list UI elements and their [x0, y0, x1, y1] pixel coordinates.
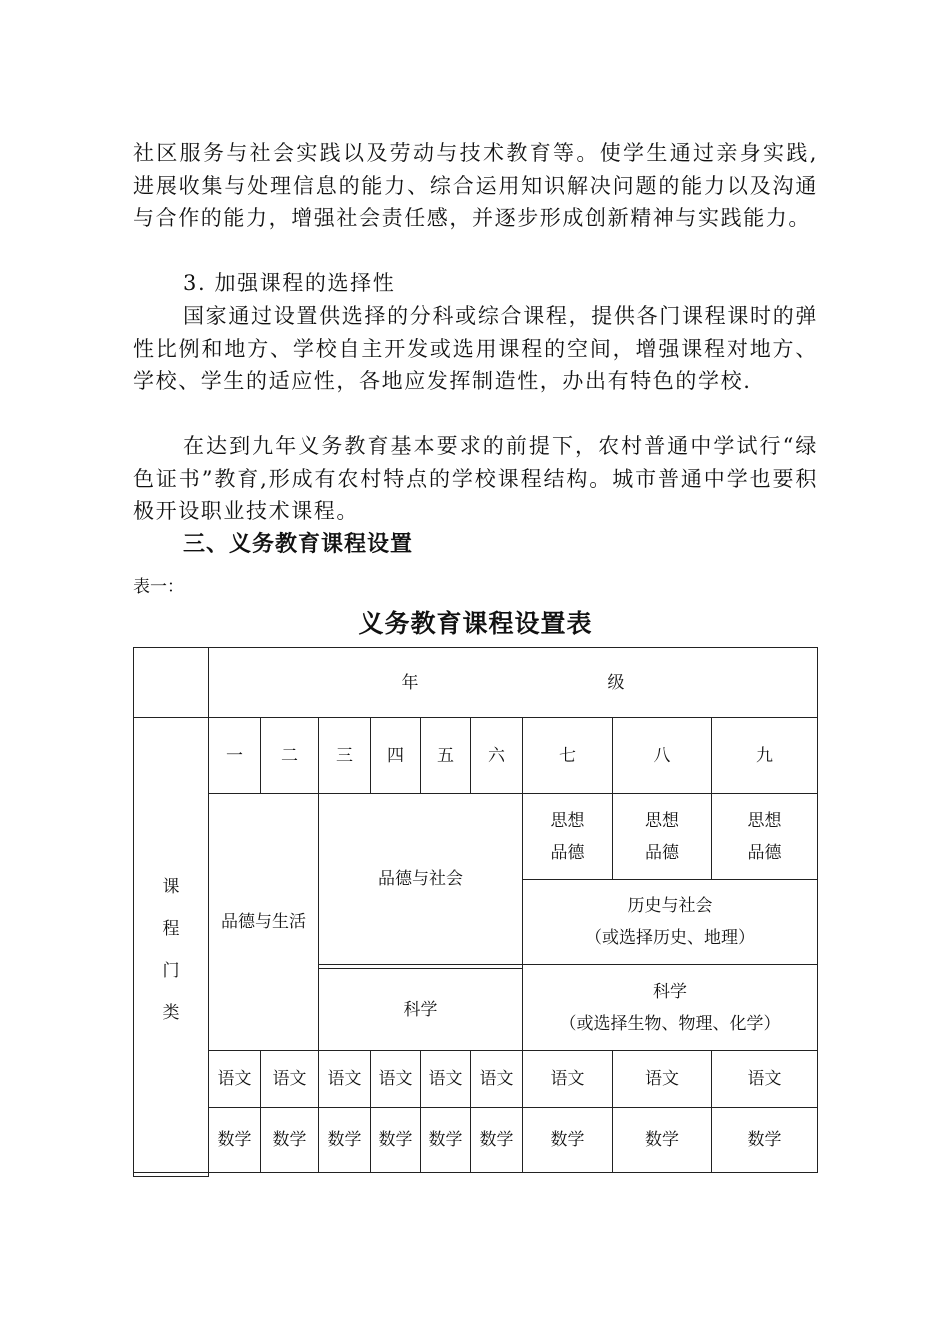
- cell-math-6: 数学: [479, 1130, 514, 1150]
- cell-text: （或选择历史、地理）: [585, 928, 755, 948]
- cell-science-primary: 科学: [403, 999, 438, 1020]
- cell-text: 思想: [747, 810, 782, 831]
- paragraph-selectivity: 国家通过设置供选择的分科或综合课程，提供各门课程课时的弹性比例和地方、学校自主开发或选用课程的空间，增强课程对地方、学校、学生的适应性，各地应发挥制造性，办出有特色的学校.: [133, 304, 818, 393]
- header-nian: 年: [401, 673, 419, 693]
- table-border-bottom: [208, 1172, 818, 1173]
- row-header-char: 类: [162, 1003, 180, 1023]
- section-heading: 三、义务教育课程设置: [183, 532, 414, 557]
- paragraph-practice: 社区服务与社会实践以及劳动与技术教育等。使学生通过亲身实践,进展收集与处理信息的能力、综合运用知识解决问题的能力以及沟通与合作的能力，增强社会责任感，并逐步形成创新精神与实践能力。: [133, 141, 818, 230]
- table-rule: [133, 1172, 208, 1173]
- cell-math-3: 数学: [327, 1130, 362, 1150]
- grade-2: 二: [281, 745, 298, 766]
- cell-history-and-society: [523, 880, 817, 964]
- row-header-char: 课: [162, 877, 180, 897]
- row-header-char: 门: [162, 961, 180, 981]
- cell-math-1: 数学: [217, 1130, 252, 1150]
- row-header-char: 程: [162, 919, 180, 939]
- table-border-top: [133, 647, 818, 648]
- grade-1: 一: [226, 745, 243, 766]
- cell-math-4: 数学: [378, 1130, 413, 1150]
- grade-4: 四: [387, 745, 404, 766]
- cell-text: 思想: [645, 810, 679, 831]
- cell-chinese-9: 语文: [747, 1069, 782, 1089]
- cell-ideology-morality-8: [613, 794, 711, 879]
- cell-text: 思想: [550, 810, 585, 831]
- cell-text: 品德: [645, 842, 679, 863]
- cell-math-8: 数学: [645, 1130, 679, 1150]
- cell-morality-and-life: 品德与生活: [221, 912, 306, 932]
- cell-chinese-3: 语文: [327, 1069, 362, 1089]
- subheading-selectivity: 3. 加强课程的选择性: [183, 271, 396, 295]
- cell-text: 品德: [747, 842, 782, 863]
- cell-text: 品德: [550, 842, 585, 863]
- cell-ideology-morality-7: [523, 794, 612, 879]
- grade-3: 三: [336, 745, 353, 766]
- cell-chinese-8: 语文: [645, 1069, 679, 1089]
- table-border-right: [817, 647, 818, 1173]
- cell-chinese-4: 语文: [378, 1069, 413, 1089]
- cell-math-5: 数学: [428, 1130, 463, 1150]
- cell-chinese-7: 语文: [550, 1069, 585, 1089]
- header-ji: 级: [607, 673, 625, 693]
- table-label: 表一：: [133, 577, 184, 597]
- row-header-course-category: [134, 865, 208, 1035]
- paragraph-green-certificate: 在达到九年义务教育基本要求的前提下，农村普通中学试行“绿色证书”教育,形成有农村特点的学校课程结构。城市普通中学也要积极开设职业技术课程。: [133, 434, 818, 523]
- cell-math-7: 数学: [550, 1130, 585, 1150]
- cell-ideology-morality-9: [712, 794, 817, 879]
- cell-science-secondary: [523, 965, 817, 1050]
- cell-chinese-5: 语文: [428, 1069, 463, 1089]
- table-rule: [133, 1176, 208, 1177]
- grade-8: 八: [653, 745, 671, 766]
- table-title: 义务教育课程设置表: [358, 609, 593, 638]
- cell-text: （或选择生物、物理、化学）: [559, 1013, 781, 1034]
- cell-text: 科学: [653, 981, 687, 1002]
- grade-9: 九: [756, 745, 773, 766]
- grade-6: 六: [488, 745, 505, 766]
- cell-chinese-1: 语文: [217, 1069, 252, 1089]
- grade-5: 五: [437, 745, 454, 766]
- cell-morality-and-society: 品德与社会: [378, 869, 463, 889]
- cell-math-2: 数学: [272, 1130, 307, 1150]
- cell-chinese-6: 语文: [479, 1069, 514, 1089]
- cell-text: 历史与社会: [627, 896, 713, 916]
- cell-math-9: 数学: [747, 1130, 782, 1150]
- cell-chinese-2: 语文: [272, 1069, 307, 1089]
- grade-7: 七: [559, 745, 576, 766]
